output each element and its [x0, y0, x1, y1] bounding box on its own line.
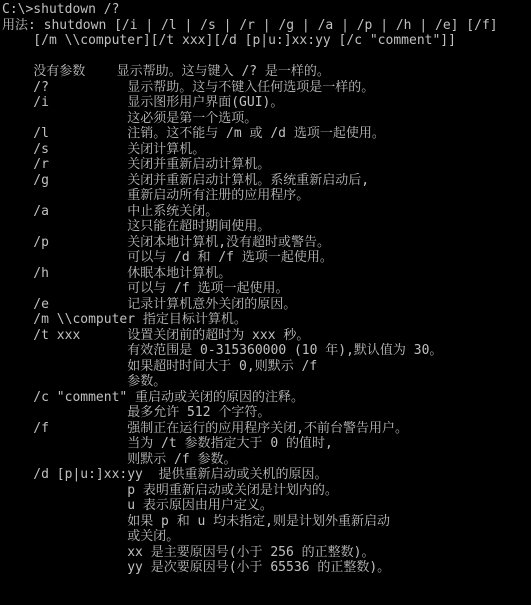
console-line: 如果 p 和 u 均未指定,则是计划外重新启动: [2, 513, 391, 529]
console-line: /g 关闭并重新启动计算机。系统重新启动后,: [2, 172, 370, 188]
console-line: p 表明重新启动或关闭是计划内的。: [2, 482, 338, 498]
console-line: 用法: shutdown [/i | /l | /s | /r | /g | /a | /p | /h | /e] [/f]: [2, 17, 498, 33]
console-line: 这必须是第一个选项。: [2, 110, 258, 126]
console-line: /? 显示帮助。这与不键入任何选项是一样的。: [2, 79, 375, 95]
console-line: 则默示 /f 参数。: [2, 451, 237, 467]
console-line: 或关闭。: [2, 529, 180, 544]
console-line: 最多允许 512 个字符。: [2, 405, 271, 420]
console-line: /e 记录计算机意外关闭的原因。: [2, 296, 297, 312]
console-line: 当为 /t 参数指定大于 0 的值时,: [2, 436, 333, 451]
console-line: /l 注销。这不能与 /m 或 /d 选项一起使用。: [2, 126, 385, 141]
console-line: /d [p|u:]xx:yy 提供重新启动或关机的原因。: [2, 467, 328, 482]
console-line: 重新启动所有注册的应用程序。: [2, 188, 310, 203]
console-line: 这只能在超时期间使用。: [2, 219, 271, 234]
console-line: /h 休眠本地计算机。: [2, 265, 232, 281]
console-line: C:\>shutdown /?: [2, 2, 120, 17]
console-line: 有效范围是 0-315360000 (10 年),默认值为 30。: [2, 343, 443, 358]
console-line: u 表示原因由用户定义。: [2, 498, 273, 513]
console-line: /f 强制正在运行的应用程序关闭,不前台警告用户。: [2, 420, 409, 436]
console-line: /s 关闭计算机。: [2, 141, 206, 157]
console-line: 可以与 /d 和 /f 选项一起使用。: [2, 250, 333, 265]
console-line: /c "comment" 重启动或关闭的原因的注释。: [2, 389, 305, 405]
console-line: /m \\computer 指定目标计算机。: [2, 312, 247, 327]
console-line: yy 是次要原因号(小于 65536 的正整数)。: [2, 560, 391, 575]
console-line: 参数。: [2, 374, 167, 389]
console-line: 没有参数 显示帮助。这与键入 /? 是一样的。: [2, 64, 330, 79]
console-line: 可以与 /f 选项一起使用。: [2, 281, 289, 296]
console-line: /a 中止系统关闭。: [2, 203, 219, 219]
console-line: /p 关闭本地计算机,没有超时或警告。: [2, 234, 331, 250]
console-line: [2, 49, 531, 65]
console-line: 如果超时时间大于 0,则默示 /f: [2, 358, 318, 374]
console-line: xx 是主要原因号(小于 256 的正整数)。: [2, 544, 375, 560]
console-output: [2, 2, 531, 576]
console-line: /i 显示图形用户界面(GUI)。: [2, 95, 284, 110]
console-line: /t xxx 设置关闭前的超时为 xxx 秒。: [2, 327, 310, 343]
console-line: /r 关闭并重新启动计算机。: [2, 157, 271, 172]
console-line: [/m \\computer][/t xxx][/d [p|u:]xx:yy [/c "comment"]]: [2, 33, 456, 48]
